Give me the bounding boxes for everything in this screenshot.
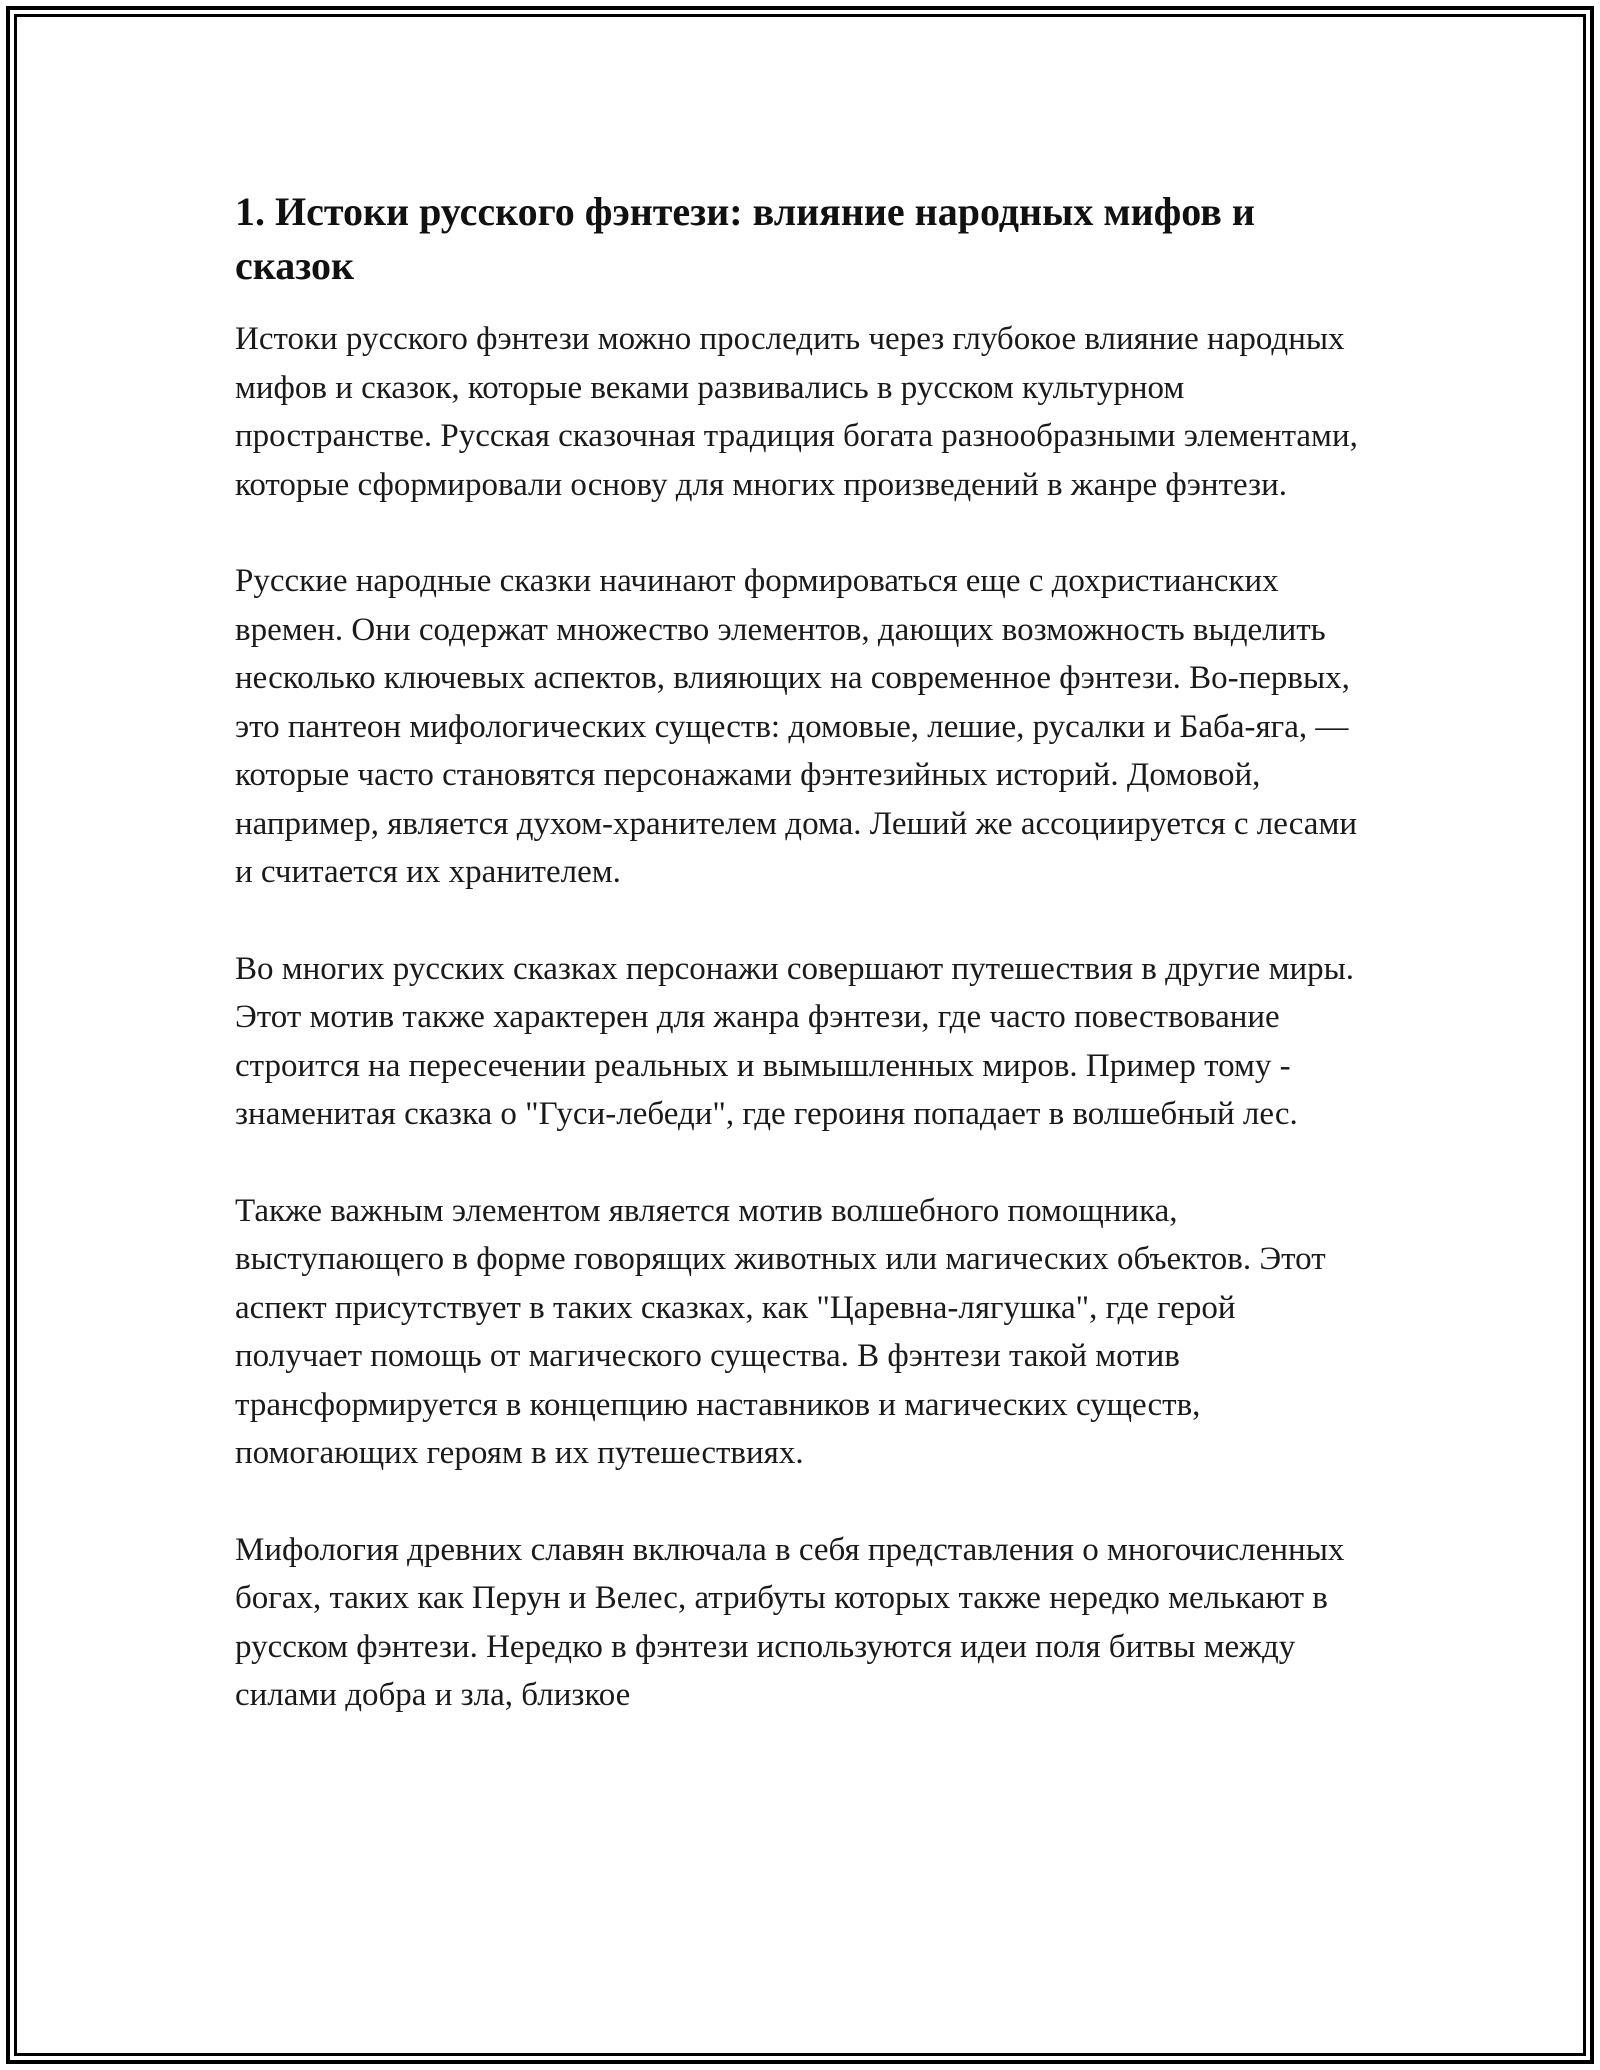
paragraph-4: Также важным элементом является мотив волшебного помощника, выступающего в форме говорящих животных или магических объектов. Этот аспект присутствует в таких сказках, как "Царевна-лягушка", где герой получает помощь от магического существа. В фэнтези такой мотив трансформируется в концепцию наставников и магических существ, помогающих героям в их путешествиях.	[235, 1192, 1326, 1471]
paragraph-2: Русские народные сказки начинают формироваться еще с дохристианских времен. Они содержат множество элементов, дающих возможность выделить несколько ключевых аспектов, влияющих на современное фэнтези. Во-первых, это пантеон мифологических существ: домовые, лешие, русалки и Баба-яга, — которые часто становятся персонажами фэнтезийных историй. Домовой, например, является духом-хранителем дома. Леший же ассоциируется с лесами и считается их хранителем.	[235, 563, 1357, 890]
document-body	[235, 185, 1365, 1768]
section-heading: 1. Истоки русского фэнтези: влияние народных мифов и сказок	[235, 189, 1255, 288]
paragraph-1: Истоки русского фэнтези можно проследить через глубокое влияние народных мифов и сказок, которые веками развивались в русском культурном пространстве. Русская сказочная традиция богата разнообразными элементами, которые сформировали основу для многих произведений в жанре фэнтези.	[235, 321, 1358, 503]
paragraph-5: Мифология древних славян включала в себя представления о многочисленных богах, таких как Перун и Велес, атрибуты которых также нередко мелькают в русском фэнтези. Нередко в фэнтези используются идеи поля битвы между силами добра и зла, близкое	[235, 1531, 1345, 1713]
paragraph-3: Во многих русских сказках персонажи совершают путешествия в другие миры. Этот мотив также характерен для жанра фэнтези, где часто повествование строится на пересечении реальных и вымышленных миров. Пример тому - знаменитая сказка о "Гуси-лебеди", где героиня попадает в волшебный лес.	[235, 950, 1355, 1132]
